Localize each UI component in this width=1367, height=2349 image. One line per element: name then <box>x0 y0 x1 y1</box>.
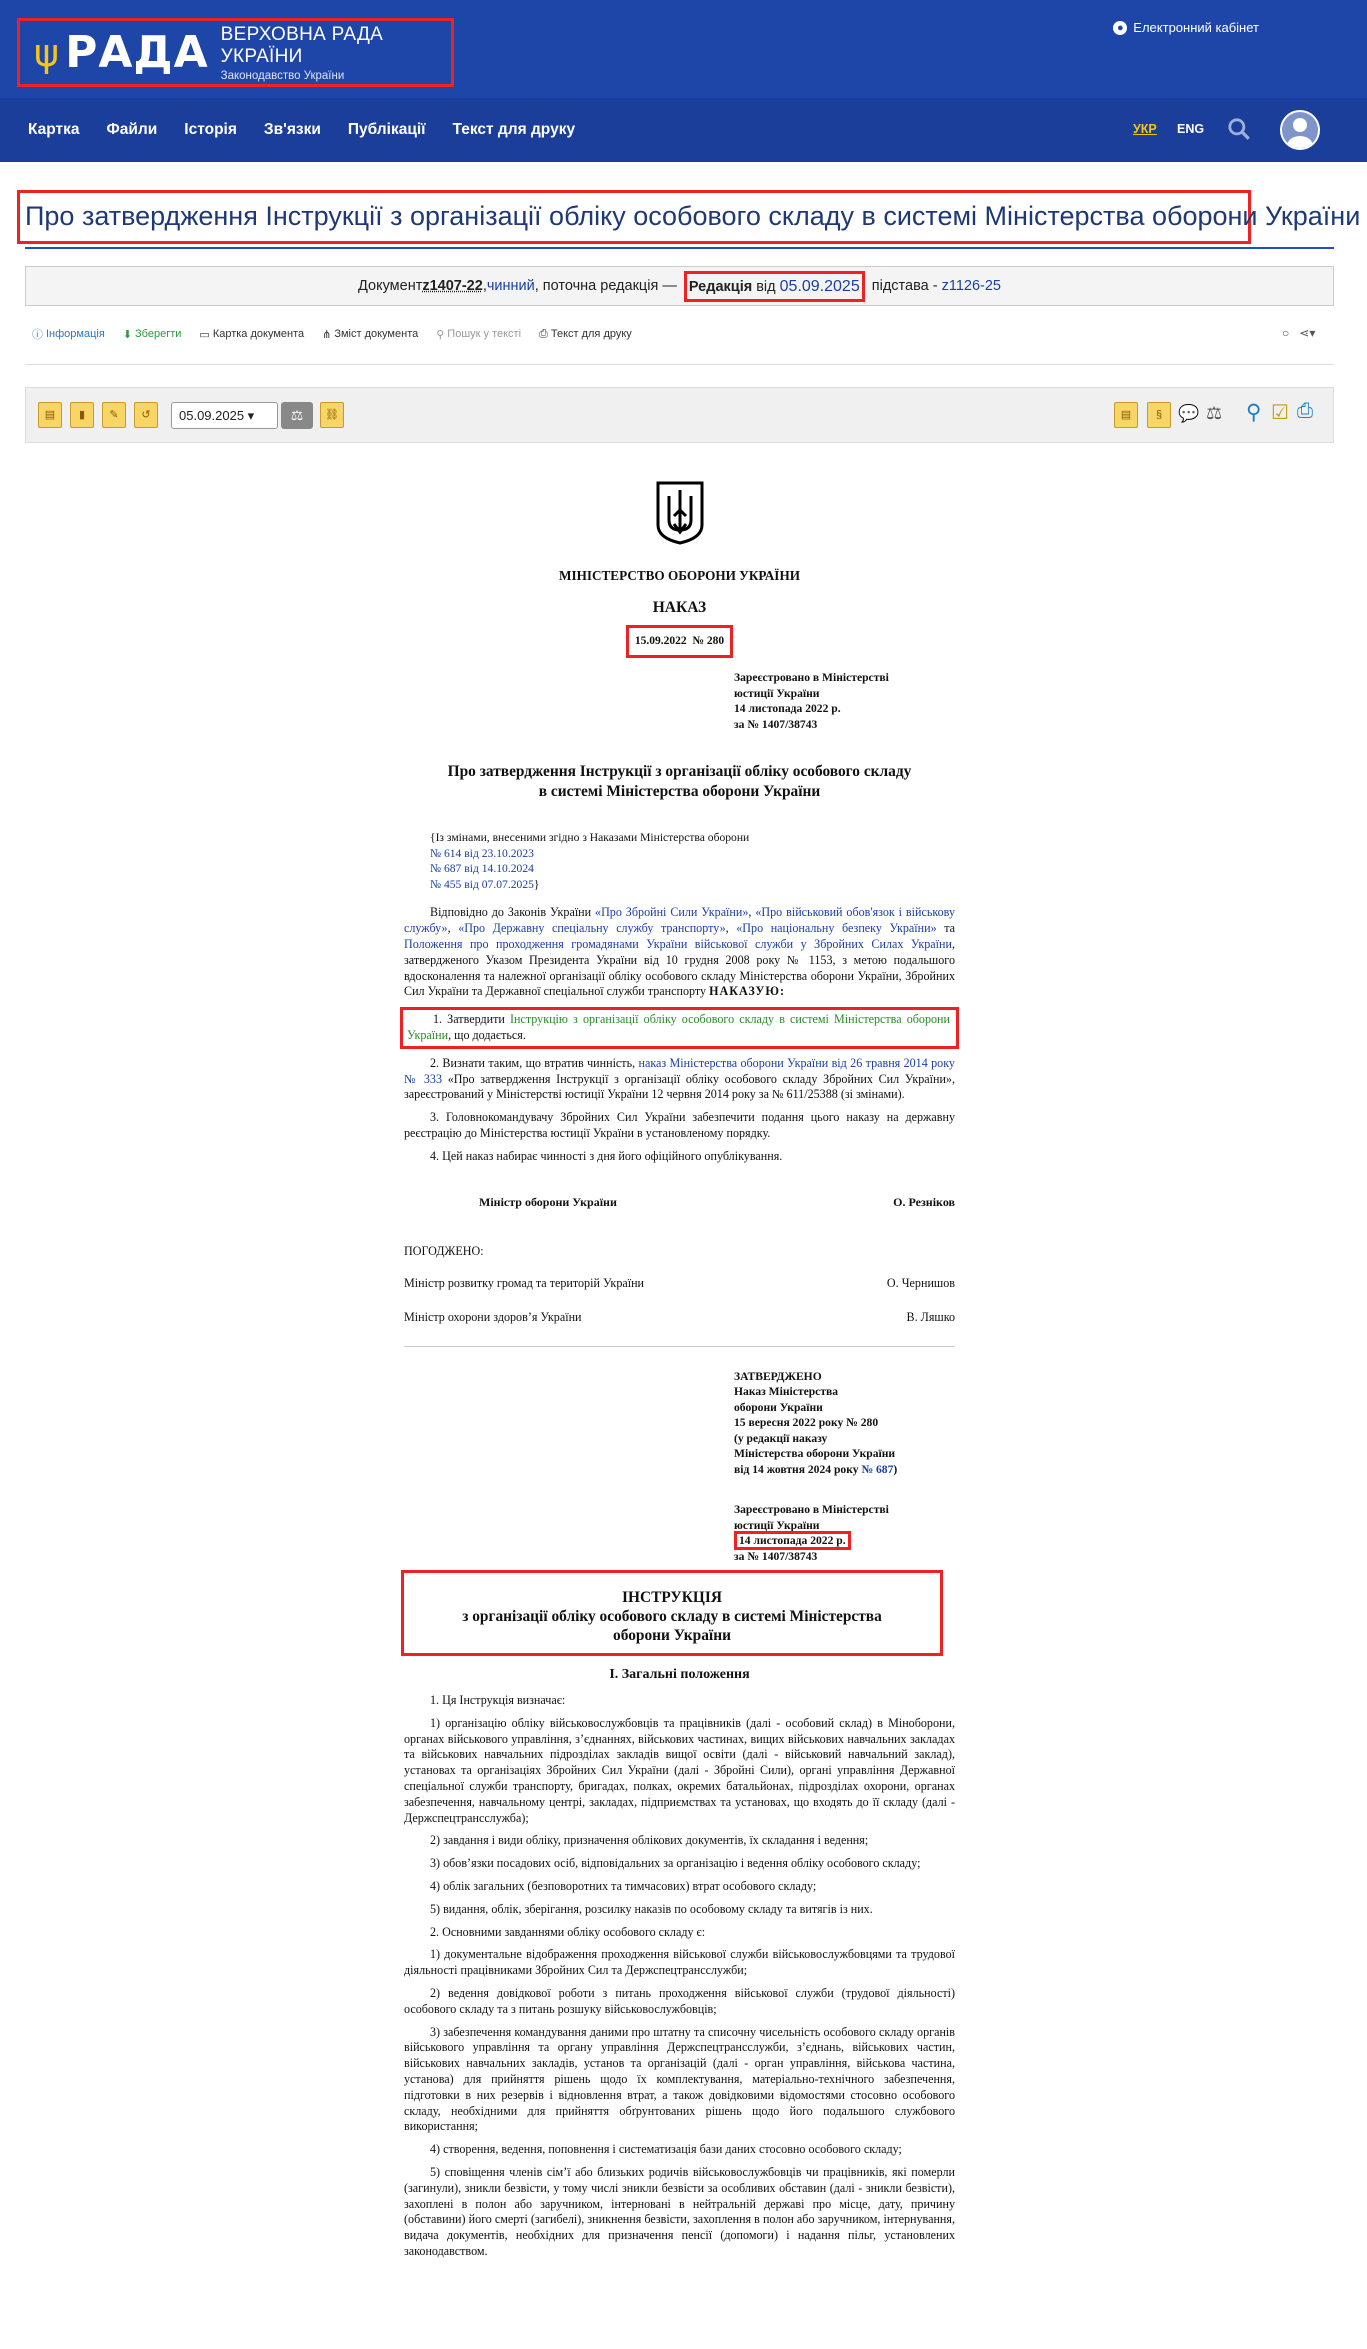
agreed-label: ПОГОДЖЕНО: <box>404 1244 484 1259</box>
status-mid: , поточна редакція — <box>534 278 681 294</box>
body-paragraph: 2) ведення довідкової роботи з питань проходження військової служби (трудової діяльності) особового складу та з питань розшуку військовослужбовців; <box>404 1985 955 2016</box>
logo-title: ВЕРХОВНА РАДА УКРАЇНИ <box>220 23 384 67</box>
changes-intro: {Із змінами, внесеними згідно з Наказами Міністерства оборони <box>430 831 750 845</box>
amend-order-link[interactable]: № 687 <box>861 1462 894 1476</box>
revision-date-select[interactable]: 05.09.2025 ▾ <box>171 402 278 429</box>
doc-tools <box>32 326 650 342</box>
tool-search-label: Пошук у тексті <box>447 328 522 340</box>
law-link[interactable]: Положення про проходження громадянами України військової служби у Збройних Силах України <box>404 936 952 951</box>
tool-print-label: Текст для друку <box>550 328 632 340</box>
share-icon[interactable]: ⋖▾ <box>1299 326 1316 340</box>
tool-print[interactable] <box>539 326 632 342</box>
tools-divider <box>25 364 1334 365</box>
p2-text: 2. Визнати таким, що втратив чинність, <box>430 1055 639 1070</box>
nav-history[interactable]: Історія <box>184 121 237 138</box>
approved-block <box>734 1369 955 1478</box>
preamble-text: Відповідно до Законів України <box>430 905 596 920</box>
search-small-icon: ⚲ <box>436 328 445 341</box>
comments-icon[interactable]: 💬 <box>1178 404 1200 423</box>
revision-date-link[interactable]: 05.09.2025 <box>779 277 860 295</box>
order-keyword: НАКАЗУЮ: <box>709 984 786 999</box>
changes-close: } <box>533 877 540 891</box>
doc-id: z1407-22 <box>422 278 483 294</box>
revision-highlight <box>684 271 865 302</box>
download-icon: ⬇ <box>122 328 133 341</box>
preamble-text: , <box>725 921 737 936</box>
body-paragraph: 1) документальне відображення проходження військової служби військовослужбовцями та трудової діяльності працівниками Збройних Сил та Держспецтрансслужби; <box>404 1947 955 1978</box>
approved-line: Наказ Міністерства <box>734 1385 839 1399</box>
p1-text: , що додається. <box>448 1027 526 1042</box>
change-link[interactable]: № 455 від 07.07.2025 <box>430 877 534 891</box>
site-header <box>0 0 1367 98</box>
tool-info[interactable] <box>32 326 105 342</box>
instruction-title-highlight <box>401 1570 943 1656</box>
nav-links[interactable]: Зв'язки <box>263 121 321 138</box>
doc-edit-icon[interactable]: ✎ <box>102 402 126 428</box>
change-link[interactable]: № 614 від 23.10.2023 <box>430 846 534 860</box>
body-paragraph: 4) створення, ведення, поповнення і систематизація бази даних стосовно особового складу; <box>430 2142 902 2157</box>
preamble-text: та <box>936 921 956 936</box>
approved-line: 15 вересня 2022 року № 280 <box>734 1416 879 1430</box>
basis-link[interactable]: z1126-25 <box>941 278 1001 294</box>
instruction-title: ІНСТРУКЦІЯ <box>622 1589 722 1607</box>
tool-info-label: Інформація <box>46 328 105 340</box>
reg1-line: за № 1407/38743 <box>734 717 818 731</box>
page-title: Про затвердження Інструкції з організації обліку особового складу в системі Міністерства оборони України <box>25 201 1361 231</box>
law-link[interactable]: «Про Державну спеціальну службу транспорту» <box>458 921 726 936</box>
change-link[interactable]: № 687 від 14.10.2024 <box>430 862 534 876</box>
p2-text: «Про затвердження Інструкції з організації обліку особового складу Збройних Сил України», зареєстрований у Міністерстві юстиції України 12 червня 2014 року за № 611/25388 (зі змінами). <box>404 1071 955 1102</box>
compare-icon[interactable]: ⚖ <box>281 402 313 429</box>
body-paragraph: 5) видання, облік, зберігання, розсилку наказів по особовому складу та витягів із них. <box>430 1901 873 1916</box>
tool-search[interactable] <box>436 326 521 342</box>
nav-card[interactable]: Картка <box>28 121 80 138</box>
agree-row <box>404 1276 955 1292</box>
approved-close: ) <box>893 1462 898 1476</box>
status-prefix: Документ <box>358 278 423 294</box>
law-link[interactable]: «Про військовий обов'язок і військову службу» <box>404 905 956 936</box>
body-paragraph: 1. Ця Інструкція визначає: <box>430 1693 566 1708</box>
basis-label: підстава - <box>867 278 942 294</box>
bookmark-icon[interactable]: ▮ <box>70 402 94 428</box>
main-nav <box>0 98 1367 162</box>
agree-row <box>404 1310 955 1326</box>
approved-line: оборони України <box>734 1400 823 1414</box>
trident-icon: ψ <box>34 30 60 75</box>
site-logo[interactable] <box>17 18 454 87</box>
user-icon: ● <box>1113 21 1127 35</box>
order-heading: НАКАЗ <box>652 598 707 616</box>
reg2-line: за № 1407/38743 <box>734 1549 818 1563</box>
user-avatar-button[interactable] <box>1280 110 1320 150</box>
history-icon[interactable]: ↺ <box>134 402 158 428</box>
ministry-name: МІНІСТЕРСТВО ОБОРОНИ УКРАЇНИ <box>559 568 800 583</box>
cabinet-label: Електронний кабінет <box>1133 20 1259 35</box>
tools-right <box>1282 326 1315 340</box>
body-paragraph: 1) організацію обліку військовослужбовців та працівників (далі - особовий склад) в Міноборони, органах військового управління, з’єднаннях, військових частинах, вищих військових навчальних закладах та військових навчальних підрозділах закладів вищої освіти (далі - військовий навчальний заклад), установах та організаціях Збройних Сил України (далі - Збройні Сили), органі управління Державної спеціальної служби транспорту, бригадах, полках, окремих батальйонах, підрозділах охорони, органах забезпечення, навчальному центрі, закладах, підприємствах та установах, що входять до її складу (далі - Держспецтрансслужба); <box>404 1715 955 1825</box>
preamble <box>404 905 955 1000</box>
doc-state-link[interactable]: чинний <box>486 278 535 294</box>
sitemap-icon: ⋔ <box>322 328 332 341</box>
revision-from: від <box>752 278 780 295</box>
point-1 <box>407 1012 950 1044</box>
body-paragraph: 4) облік загальних (безповоротних та тимчасових) втрат особового складу; <box>430 1879 817 1893</box>
registration-note <box>734 670 955 732</box>
minister-signature <box>479 1195 955 1211</box>
reg2-line: юстиції України <box>734 1518 820 1532</box>
status-sep: , <box>482 278 487 294</box>
title-divider <box>25 247 1334 249</box>
body-paragraph: 3) обов’язки посадових осіб, відповідальних за організацію і ведення обліку особового складу; <box>430 1856 921 1871</box>
lang-ukr[interactable]: УКР <box>1133 122 1157 136</box>
print-icon[interactable]: ⎙ <box>1297 400 1313 422</box>
order-title: Про затвердження Інструкції з організації обліку особового складу в системі Міністерства оборони України <box>447 763 912 801</box>
approved-line: (у редакції наказу <box>734 1431 828 1445</box>
instruction-subtitle: з організації обліку особового складу в системі Міністерства оборони України <box>462 1608 882 1645</box>
agree-title: Міністр охорони здоров’я України <box>404 1309 582 1324</box>
tool-card[interactable] <box>199 326 304 342</box>
link-icon[interactable]: ⛓ <box>320 402 344 428</box>
circle-icon[interactable]: ○ <box>1282 326 1290 340</box>
status-bar <box>25 266 1334 306</box>
tool-card-label: Картка документа <box>212 328 305 340</box>
minister-title: Міністр оборони України <box>479 1194 617 1209</box>
tool-save[interactable] <box>123 326 182 342</box>
law-link[interactable]: «Про Збройні Сили України» <box>595 905 749 920</box>
info-icon: ⓘ <box>32 329 43 341</box>
paragraph-icon[interactable]: § <box>1147 402 1171 428</box>
reg1-line: 14 листопада 2022 р. <box>734 702 841 716</box>
approved-line: від 14 жовтня 2024 року <box>734 1462 862 1476</box>
document-body <box>404 480 955 2267</box>
preamble-text: , <box>447 921 459 936</box>
document-toolbar <box>25 387 1334 443</box>
reg1-line: Зареєстровано в Міністерстві <box>734 671 889 685</box>
preamble-text: , затвердженого Указом Президента України від 10 грудня 2008 року № 1153, з метою подальшого вдосконалення та належної організації обліку особового складу Міністерства оборони України, Збройних Сил України та Державної спеціальної служби транспорту <box>404 936 955 999</box>
body-paragraph: 5) сповіщення членів сім’ї або близьких родичів військовослужбовців чи працівників, які померли (загинули), зникли безвісти, у тому числі зникли безвісти за особливих обставин (далі - зникли безвісти), захоплені в полон або заручником, інтерновані в нейтральній державі про місце, дату, причину (обставини) його смерті (загибелі), зникнення безвісти, захоплення в полон або заручником, інтернування, видача документів, необхідних для призначення пенсії (допомоги) і надання пільг, установлених законодавством. <box>404 2164 955 2258</box>
p1-text: 1. Затвердити <box>433 1012 510 1027</box>
instruction-link[interactable]: Інструкцію з організації обліку особового складу в системі Міністерства оборони України <box>407 1012 950 1042</box>
nav-print[interactable]: Текст для друку <box>452 121 576 138</box>
revision-label: Редакція <box>688 278 753 295</box>
reg2-line: Зареєстровано в Міністерстві <box>734 1503 889 1517</box>
section-divider <box>404 1346 955 1347</box>
printer-icon: ⎙ <box>539 327 548 340</box>
section-heading: I. Загальні положення <box>609 1667 750 1683</box>
body-paragraph: 2. Основними завданнями обліку особового складу є: <box>430 1924 706 1939</box>
minister-name: О. Резніков <box>893 1194 955 1209</box>
cabinet-link[interactable] <box>1113 20 1259 35</box>
law-link[interactable]: «Про національну безпеку України» <box>736 921 937 936</box>
tool-save-label: Зберегти <box>135 328 182 340</box>
find-icon[interactable]: ⚲ <box>1246 401 1262 424</box>
scales-icon[interactable]: ⚖ <box>1206 403 1223 423</box>
point-3: 3. Головнокомандувачу Збройних Сил України забезпечити подання цього наказу на державну реєстрацію до Міністерства юстиції України в установленому порядку. <box>404 1110 955 1140</box>
lang-eng[interactable]: ENG <box>1177 122 1205 136</box>
reg1-line: юстиції України <box>734 686 820 700</box>
nav-files[interactable]: Файли <box>106 121 158 138</box>
check-icon[interactable]: ☑ <box>1271 402 1289 424</box>
agree-title: Міністр розвитку громад та територій України <box>404 1276 645 1291</box>
tool-toc-label: Зміст документа <box>334 328 419 340</box>
agree-name: В. Ляшко <box>906 1309 955 1324</box>
order-date-number: 15.09.2022 № 280 <box>626 625 733 659</box>
repealed-order-link[interactable]: наказ Міністерства оборони України від 26 травня 2014 року № 333 <box>404 1055 955 1086</box>
point-2 <box>404 1056 955 1103</box>
reg2-date: 14 листопада 2022 р. <box>734 1531 851 1550</box>
agree-name: О. Чернишов <box>886 1276 955 1291</box>
body-paragraph: 2) завдання і види обліку, призначення облікових документів, їх складання і ведення; <box>430 1833 869 1848</box>
point1-highlight <box>400 1007 959 1049</box>
doc-first-icon[interactable]: ▤ <box>38 402 62 428</box>
approved-line: Міністерства оборони України <box>734 1447 896 1461</box>
search-icon[interactable] <box>1226 116 1252 142</box>
body-paragraph: 3) забезпечення командування даними про штатну та списочну чисельність особового складу органів військового управління та органу управління Держспецтрансслужби, з’єднань, військових частин, військових навчальних закладів, установ та організацій (далі - орган управління, військова частина, установа) для прийняття рішень щодо їх комплектування, матеріально-технічного забезпечення, підготовки в них резервів і відновлення втрат, а також довідковими відомостями стосовно особового складу, необхідними для прийняття обґрунтованих рішень щодо його подальшого службового використання; <box>404 2024 955 2134</box>
tool-toc[interactable] <box>322 326 418 342</box>
nav-publications[interactable]: Публікації <box>347 121 426 138</box>
coat-of-arms-icon <box>655 480 705 546</box>
changes-block <box>430 830 955 892</box>
preamble-text: , <box>748 905 756 920</box>
logo-word: РАДА <box>65 27 209 78</box>
approved-line: ЗАТВЕРДЖЕНО <box>734 1369 822 1383</box>
point-4: 4. Цей наказ набирає чинності з дня його офіційного опублікування. <box>430 1148 783 1163</box>
doc-list-icon[interactable]: ▤ <box>1114 402 1138 428</box>
folder-icon: ▭ <box>199 328 210 341</box>
logo-subtitle: Законодавство України <box>220 69 345 82</box>
avatar-icon <box>1282 112 1318 148</box>
registration-note-2 <box>734 1502 955 1564</box>
